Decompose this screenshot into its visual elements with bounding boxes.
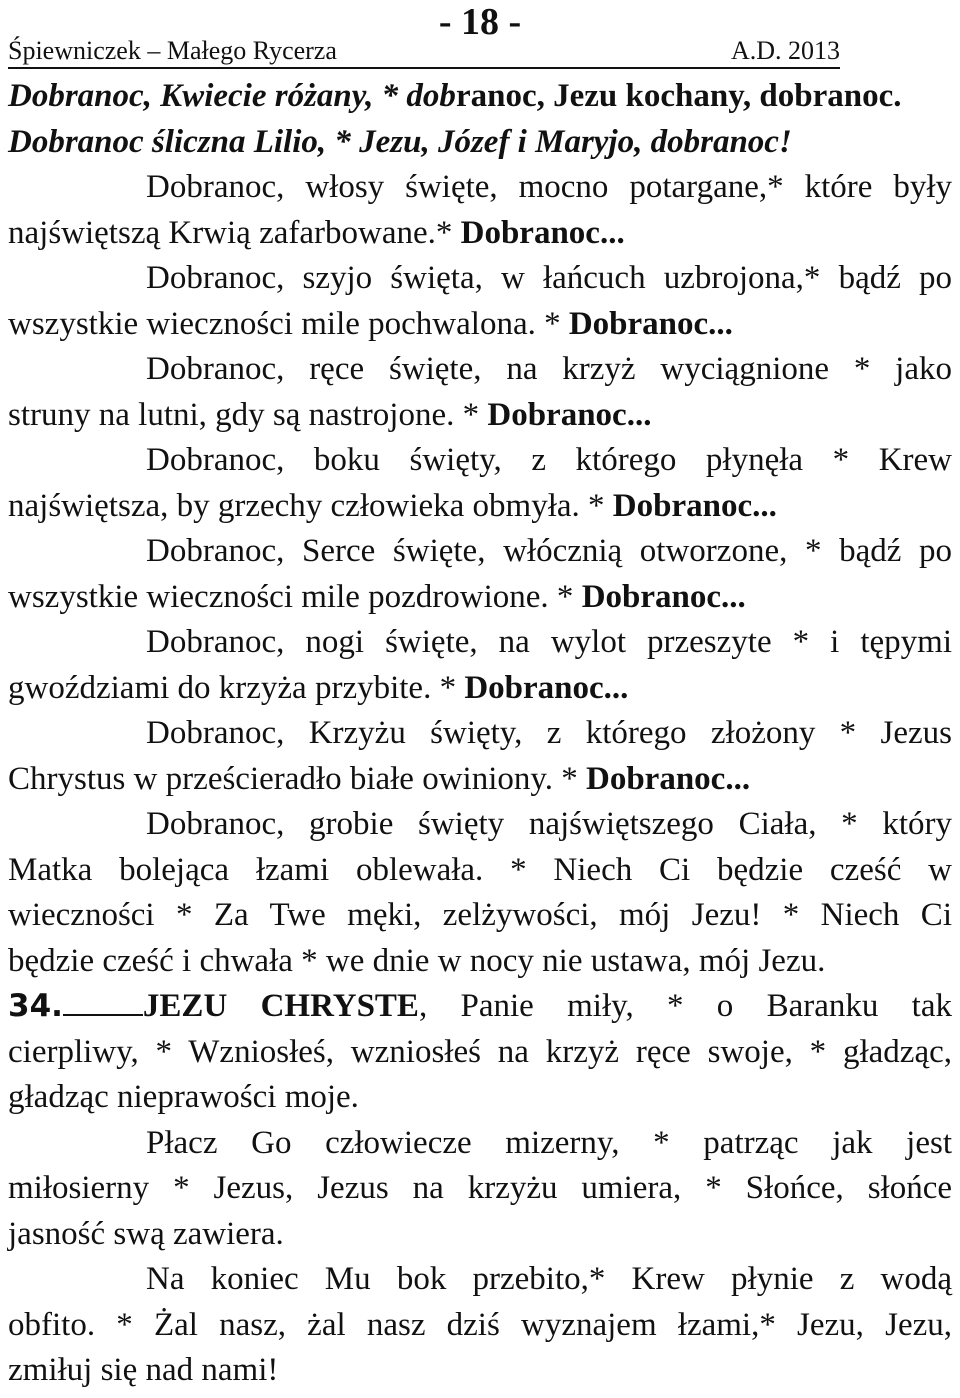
underline-gap	[63, 1014, 143, 1016]
text-line	[8, 939, 952, 985]
text-line	[8, 1257, 952, 1303]
text-run: miłosierny * Jezus, Jezus na krzyżu umiera, * Słońce, słońce	[8, 1170, 952, 1206]
text-run: gwoździami do krzyża przybite. *	[8, 669, 465, 706]
text-run: jasność swą zawiera.	[8, 1215, 284, 1252]
text-line	[8, 393, 952, 439]
text-line	[8, 302, 952, 348]
text-run: wieczności * Za Twe męki, zelżywości, mój Jezu! * Niech Ci	[8, 897, 952, 933]
text-line	[8, 848, 952, 894]
text-run: ranoc, Jezu kochany, dobranoc.	[455, 78, 902, 114]
text-line	[8, 529, 952, 575]
text-run: Dobranoc, grobie święty najświętszego Ciała, * który	[146, 806, 952, 842]
edition-year: A.D. 2013	[730, 36, 840, 65]
text-run: Na koniec Mu bok przebito,* Krew płynie z wodą	[146, 1261, 952, 1297]
text-line	[8, 1166, 952, 1212]
text-line	[8, 620, 952, 666]
text-line	[8, 1212, 952, 1258]
text-line	[8, 1121, 952, 1167]
text-run: Dobranoc, Kwiecie różany, * dob	[8, 78, 456, 114]
text-line	[8, 575, 952, 621]
text-line	[8, 893, 952, 939]
page-number: - 18 -	[438, 1, 522, 43]
text-line	[8, 1303, 952, 1349]
text-run: Dobranoc, Krzyżu święty, z którego złożony * Jezus	[146, 715, 952, 751]
text-line	[8, 1348, 952, 1394]
text-run: Dobranoc, Serce święte, włócznią otworzone, * bądź po	[146, 533, 952, 569]
text-run: będzie cześć i chwała * we dnie w nocy nie ustawa, mój Jezu.	[8, 942, 826, 979]
text-line	[8, 256, 952, 302]
text-run: wszystkie wieczności mile pochwalona. *	[8, 305, 569, 342]
text-run: gładząc nieprawości moje.	[8, 1079, 359, 1115]
text-run: JEZU CHRYSTE	[142, 988, 419, 1024]
text-line	[8, 1030, 952, 1076]
text-run: Płacz Go człowiecze mizerny, * patrząc jak jest	[146, 1124, 952, 1161]
text-run: Dobranoc, szyjo święta, w łańcuch uzbrojona,* bądź po	[146, 260, 952, 296]
text-run: zmiłuj się nad nami!	[8, 1352, 279, 1388]
text-run: Dobranoc...	[460, 214, 625, 251]
text-run: Chrystus w prześcieradło białe owiniony. *	[8, 760, 586, 797]
text-run: , Panie miły, * o Baranku tak	[418, 988, 952, 1024]
running-header	[8, 35, 840, 69]
text-run: Matka bolejąca łzami oblewała. * Niech Ci będzie cześć w	[8, 851, 952, 888]
text-run: wszystkie wieczności mile pozdrowione. *	[8, 578, 582, 615]
text-run: Dobranoc, włosy święte, mocno potargane,* które były	[146, 169, 952, 205]
text-run: Dobranoc...	[585, 760, 751, 797]
text-line	[8, 802, 952, 848]
text-line	[8, 438, 952, 484]
text-run: Dobranoc, boku święty, z którego płynęła * Krew	[146, 442, 952, 478]
text-run: Dobranoc śliczna Lilio, * Jezu, Józef i Maryjo, dobranoc!	[8, 123, 792, 160]
text-run: cierpliwy, * Wzniosłeś, wzniosłeś na krzyż ręce swoje, * gładząc,	[8, 1033, 952, 1070]
text-run: struny na lutni, gdy są nastrojone. *	[8, 396, 488, 433]
text-line	[8, 74, 952, 120]
text-line	[8, 120, 952, 166]
text-run: Dobranoc, ręce święte, na krzyż wyciągnione * jako	[146, 351, 952, 387]
text-line	[8, 1075, 952, 1121]
text-run: Dobranoc...	[581, 578, 746, 615]
text-line	[8, 211, 952, 257]
text-line	[8, 347, 952, 393]
text-run: Dobranoc...	[568, 305, 733, 342]
text-line	[8, 165, 952, 211]
text-line	[8, 984, 952, 1030]
text-run: Dobranoc...	[612, 487, 777, 524]
text-run: Dobranoc, nogi święte, na wylot przeszyte * i tępymi	[146, 624, 952, 660]
book-title: Śpiewniczek – Małego Rycerza	[8, 36, 337, 65]
text-line	[8, 484, 952, 530]
text-line	[8, 757, 952, 803]
text-run: Dobranoc...	[464, 669, 629, 706]
text-run: obfito. * Żal nasz, żal nasz dziś wyznajem łzami,* Jezu, Jezu,	[8, 1306, 952, 1343]
text-run: najświętszą Krwią zafarbowane.*	[8, 214, 461, 251]
song-text	[8, 74, 952, 1394]
text-run: Dobranoc...	[487, 396, 652, 433]
text-run: najświętsza, by grzechy człowieka obmyła. *	[8, 487, 613, 524]
text-line	[8, 666, 952, 712]
song-number: 34.	[8, 988, 63, 1024]
text-line	[8, 711, 952, 757]
